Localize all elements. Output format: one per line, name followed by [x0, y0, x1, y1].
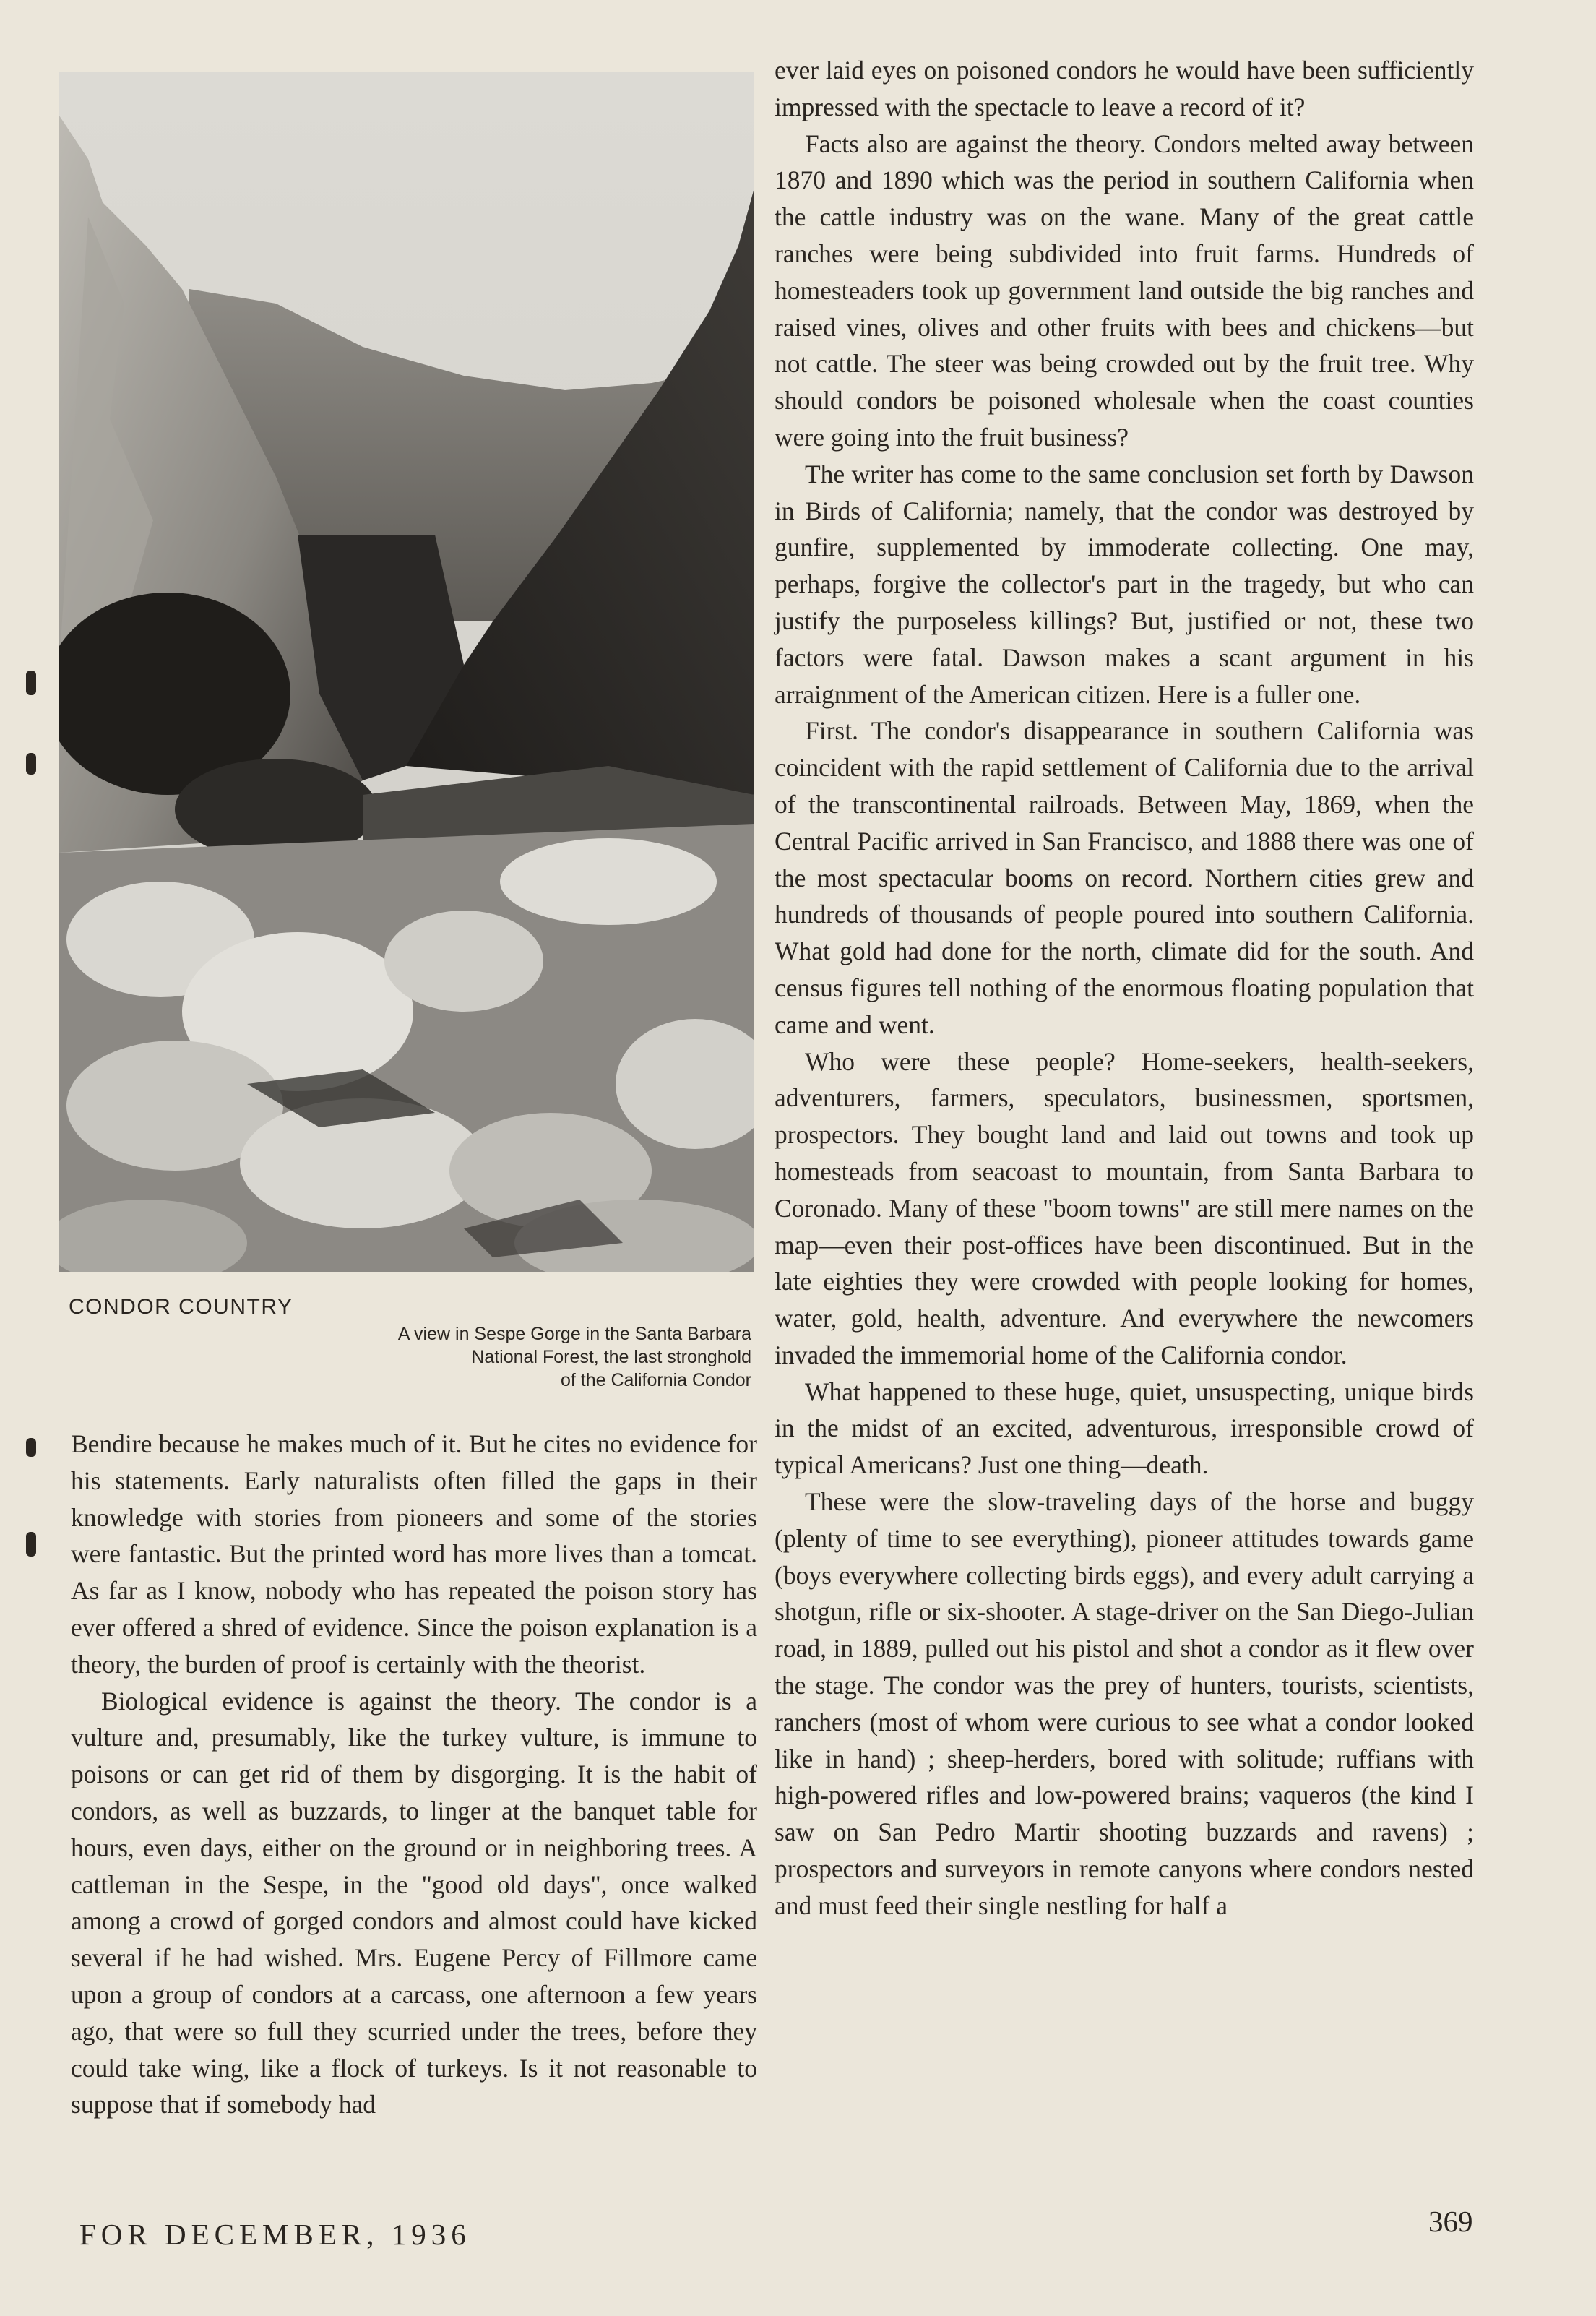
- binding-mark: [26, 671, 36, 695]
- issue-footer: FOR DECEMBER, 1936: [79, 2218, 471, 2251]
- photo-caption: [275, 1322, 751, 1392]
- paragraph: The writer has come to the same conclusion set forth by Dawson in Birds of California; namely, that the condor was destroyed by gunfire, supplemented by immoderate collecting. One may, perhaps, forgive the collector's part in the tragedy, but who can justify the purposeless killings? But, justified or not, these two factors were fatal. Dawson makes a scant argument in his arraignment of the American citizen. Here is a fuller one.: [775, 459, 1474, 709]
- paragraph: What happened to these huge, quiet, unsuspecting, unique birds in the midst of an excited, adventurous, irresponsible crowd of typical Americans? Just one thing—death.: [775, 1377, 1474, 1480]
- paragraph: Who were these people? Home-seekers, health-seekers, adventurers, farmers, speculators, businessmen, sportsmen, prospectors. They bought land and laid out towns and took up homesteads from seacoast to mountain, from Santa Barbara to Coronado. Many of these "boom towns" are still mere names on the map—even their post-offices have been discontinued. But in the late eighties they were crowded with people looking for homes, water, gold, health, adventure. And everywhere the newcomers invaded the immemorial home of the California condor.: [775, 1046, 1474, 1369]
- paragraph: Facts also are against the theory. Condors melted away between 1870 and 1890 which was the period in southern California when the cattle industry was on the wane. Many of the great cattle ranches were being subdivided into fruit farms. Hundreds of homesteaders took up government land outside the big ranches and raised vines, olives and other fruits with bees and chickens—but not cattle. The steer was being crowded out by the fruit tree. Why should condors be poisoned wholesale when the coast counties were going into the fruit business?: [775, 129, 1474, 452]
- binding-mark: [26, 1532, 36, 1557]
- photo-caption-title: CONDOR COUNTRY: [69, 1295, 293, 1319]
- gorge-photo-image: [59, 72, 754, 1272]
- sespe-gorge-photo: [59, 72, 754, 1272]
- photo-caption-line: A view in Sespe Gorge in the Santa Barbara: [397, 1324, 751, 1344]
- paragraph: ever laid eyes on poisoned condors he would have been sufficiently impressed with the spectacle to leave a record of it?: [775, 56, 1474, 121]
- paragraph: First. The condor's disappearance in southern California was coincident with the rapid settlement of California due to the arrival of the transcontinental railroads. Between May, 1869, when the Central Pacific arrived in San Francisco, and 1888 there was one of the most spectacular booms on record. Northern cities grew and hundreds of thousands of people poured into southern California. What gold had done for the north, climate did for the south. And census figures tell nothing of the enormous floating population that came and went.: [775, 716, 1474, 1039]
- binding-mark: [26, 753, 36, 775]
- paragraph: These were the slow-traveling days of the horse and buggy (plenty of time to see everything), pioneer attitudes towards game (boys everywhere collecting birds eggs), and every adult carrying a shotgun, rifle or six-shooter. A stage-driver on the San Diego-Julian road, in 1889, pulled out his pistol and shot a condor as it flew over the stage. The condor was the prey of hunters, tourists, scientists, ranchers (most of whom were curious to see what a condor looked like in hand) ; sheep-herders, bored with solitude; ruffians with high-powered rifles and low-powered brains; vaqueros (the kind I saw on San Pedro Martir shooting buzzards and ravens) ; prospectors and surveyors in remote canyons where condors nested and must feed their single nestling for half a: [775, 1487, 1474, 1920]
- photo-caption-line: National Forest, the last stronghold: [471, 1347, 751, 1367]
- left-text-column: [71, 1426, 757, 2123]
- page-number: 369: [1428, 2205, 1473, 2238]
- photo-caption-line: of the California Condor: [560, 1370, 751, 1390]
- paragraph: Bendire because he makes much of it. But he cites no evidence for his statements. Early naturalists often filled the gaps in their knowledge with stories from pioneers and some of the stories were fantastic. But the printed word has more lives than a tomcat. As far as I know, nobody who has repeated the poison story has ever offered a shred of evidence. Since the poison explanation is a theory, the burden of proof is certainly with the theorist.: [71, 1429, 757, 1679]
- right-text-column: [775, 52, 1474, 1924]
- paragraph: Biological evidence is against the theory. The condor is a vulture and, presumably, like the turkey vulture, is immune to poisons or can get rid of them by disgorging. It is the habit of condors, as well as buzzards, to linger at the banquet table for hours, even days, either on the ground or in neighboring trees. A cattleman in the Sespe, in the "good old days", once walked among a crowd of gorged condors and almost could have kicked several if he had wished. Mrs. Eugene Percy of Fillmore came upon a group of condors at a carcass, one afternoon a few years ago, that were so full they scurried under the trees, before they could take wing, like a flock of turkeys. Is it not reasonable to suppose that if somebody had: [71, 1686, 757, 2119]
- binding-mark: [26, 1438, 36, 1457]
